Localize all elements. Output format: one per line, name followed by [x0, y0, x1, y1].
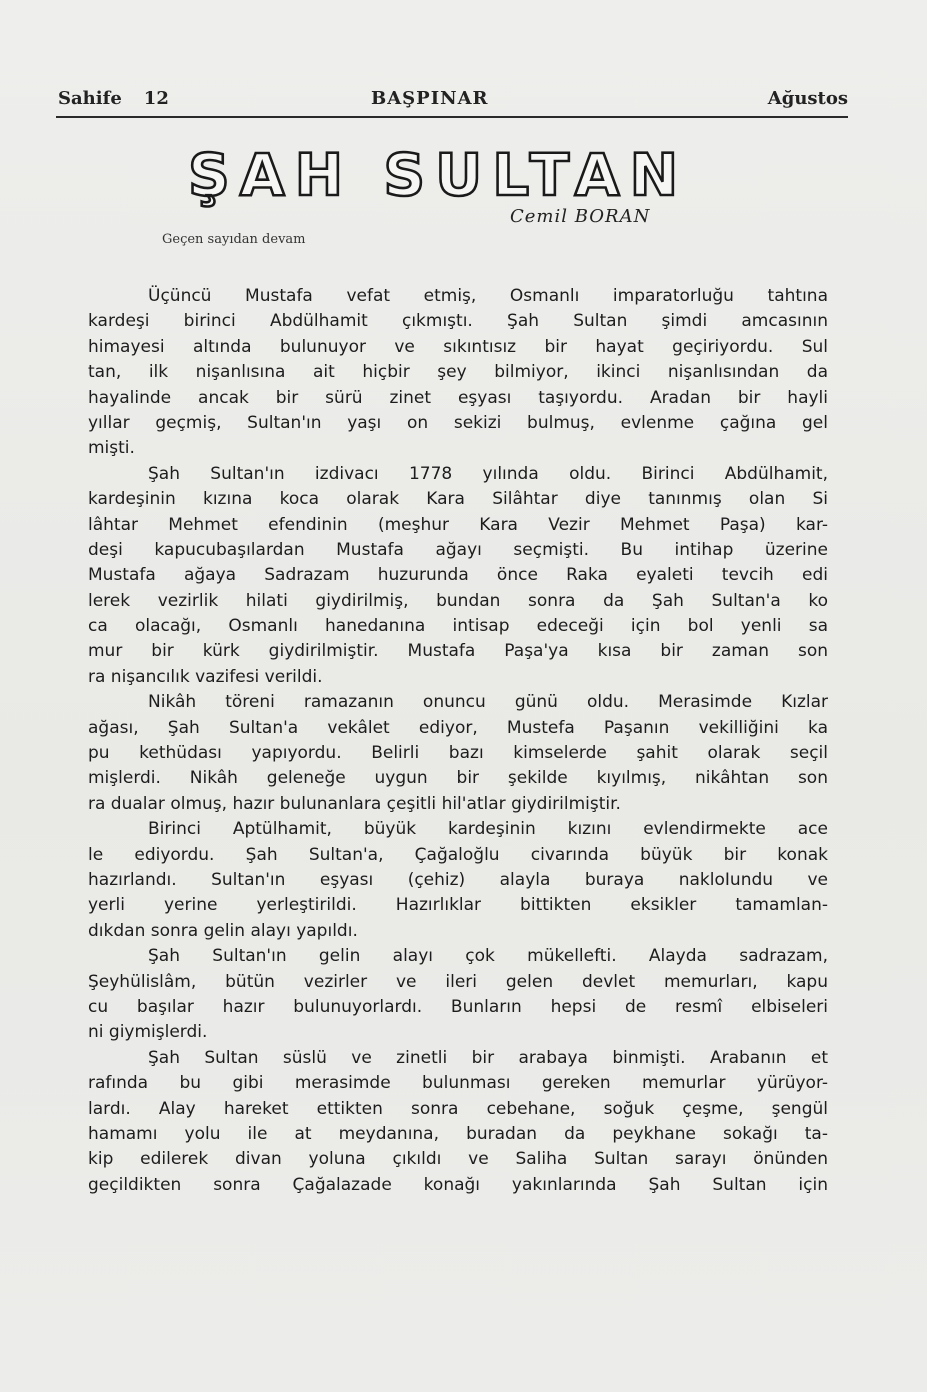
text-line: le ediyordu. Şah Sultan'a, Çağaloğlu civarında büyük bir konak	[88, 844, 828, 865]
article-body	[88, 284, 828, 1198]
text-line: Şah Sultan'ın izdivacı 1778 yılında oldu. Birinci Abdülhamit,	[148, 463, 828, 484]
text-line: hamamı yolu ile at meydanına, buradan da peykhane sokağı ta-	[88, 1123, 828, 1144]
text-line: Nikâh töreni ramazanın onuncu günü oldu. Merasimde Kızlar	[148, 692, 828, 713]
text-line: mişti.	[88, 438, 135, 459]
publication-name: BAŞPINAR	[371, 88, 489, 109]
text-line: yıllar geçmiş, Sultan'ın yaşı on sekizi bulmuş, evlenme çağına gel	[88, 412, 828, 433]
text-line: Şah Sultan süslü ve zinetli bir arabaya binmişti. Arabanın et	[148, 1047, 828, 1068]
text-line: kip edilerek divan yoluna çıkıldı ve Saliha Sultan sarayı önünden	[88, 1149, 828, 1170]
text-line: Üçüncü Mustafa vefat etmiş, Osmanlı imparatorluğu tahtına	[148, 286, 828, 306]
text-line: Şah Sultan'ın gelin alayı çok mükellefti. Alayda sadrazam,	[148, 946, 828, 967]
text-line: ca olacağı, Osmanlı hanedanına intisap edeceği için bol yenli sa	[88, 616, 828, 637]
text-line: cu başılar hazır bulunuyorlardı. Bunların hepsi de resmî elbiseleri	[88, 996, 828, 1017]
text-line: ağası, Şah Sultan'a vekâlet ediyor, Mustefa Paşanın vekilliğini ka	[88, 717, 828, 738]
text-line: rafında bu gibi merasimde bulunması gereken memurlar yürüyor-	[88, 1073, 828, 1094]
text-line: mur bir kürk giydirilmiştir. Mustafa Paşa'ya kısa bir zaman son	[88, 641, 828, 662]
page-number-label	[58, 88, 169, 109]
text-line: lâhtar Mehmet efendinin (meşhur Kara Vezir Mehmet Paşa) kar-	[88, 514, 828, 535]
text-line: tan, ilk nişanlısına ait hiçbir şey bilmiyor, ikinci nişanlısından da	[88, 362, 828, 383]
text-line: Mustafa ağaya Sadrazam huzurunda önce Raka eyaleti tevcih edi	[88, 565, 828, 586]
text-line: geçildikten sonra Çağalazade konağı yakınlarında Şah Sultan için	[88, 1174, 828, 1195]
text-line: yerli yerine yerleştirildi. Hazırlıklar bittikten eksikler tamamlan-	[88, 895, 828, 916]
text-line: kardeşinin kızına koca olarak Kara Silâhtar diye tanınmış olan Si	[88, 489, 828, 510]
text-line: Birinci Aptülhamit, büyük kardeşinin kızını evlendirmekte ace	[148, 819, 828, 840]
text-line: ra dualar olmuş, hazır bulunanlara çeşitli hil'atlar giydirilmiştir.	[88, 793, 621, 814]
text-line: Şeyhülislâm, bütün vezirler ve ileri gelen devlet memurları, kapu	[88, 971, 828, 992]
page-number: 12	[143, 88, 169, 109]
text-line: hayalinde ancak bir sürü zinet eşyası taşıyordu. Aradan bir hayli	[88, 387, 828, 408]
text-line: deşi kapucubaşılardan Mustafa ağayı seçmişti. Bu intihap üzerine	[88, 539, 828, 560]
text-line: ni giymişlerdi.	[88, 1022, 208, 1043]
page-label: Sahife	[58, 88, 122, 109]
text-line: hazırlandı. Sultan'ın eşyası (çehiz) alayla buraya nakloIundu ve	[88, 869, 828, 890]
continued-note: Geçen sayıdan devam	[162, 232, 306, 247]
text-line: dıkdan sonra gelin alayı yapıldı.	[88, 920, 358, 941]
text-line: lerek vezirlik hilati giydirilmiş, bundan sonra da Şah Sultan'a ko	[88, 590, 828, 611]
article-author: Cemil BORAN	[510, 206, 651, 227]
issue-month: Ağustos	[767, 88, 848, 109]
text-line: ra nişancılık vazifesi verildi.	[88, 666, 323, 687]
text-line: lardı. Alay hareket ettikten sonra cebehane, soğuk çeşme, şengül	[88, 1098, 828, 1119]
text-line: mişlerdi. Nikâh geleneğe uygun bir şekilde kıyılmış, nikâhtan son	[88, 768, 828, 789]
text-line: himayesi altında bulunuyor ve sıkıntısız bir hayat geçiriyordu. Sul	[88, 336, 828, 357]
text-line: kardeşi birinci Abdülhamit çıkmıştı. Şah Sultan şimdi amcasının	[88, 311, 828, 332]
header-divider	[56, 116, 848, 118]
article-title: ŞAH SULTAN	[188, 141, 689, 209]
text-line: pu kethüdası yapıyordu. Belirli bazı kimselerde şahit olarak seçil	[88, 743, 828, 764]
page-header	[58, 88, 848, 114]
